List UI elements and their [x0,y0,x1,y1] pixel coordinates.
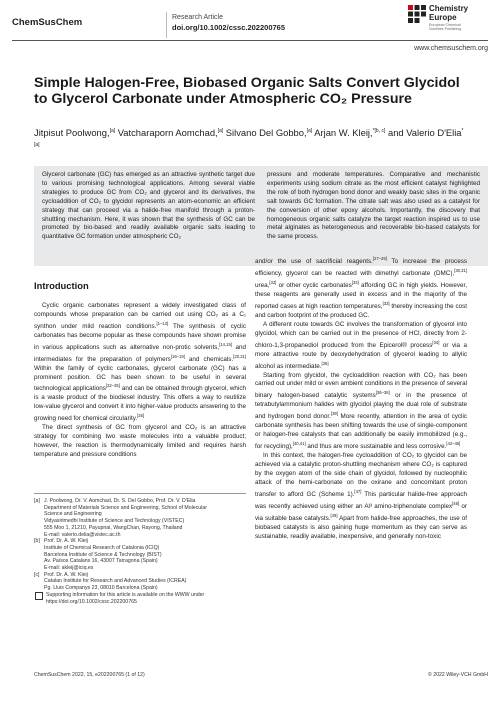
footer-copyright: © 2022 Wiley-VCH GmbH [427,672,488,678]
article-type: Research Article [172,14,223,21]
author-name[interactable]: Arjan W. Kleij, [312,127,373,139]
affiliation-key: [c] [34,571,40,578]
logo-subtext: European Chemical Societies Publishing [429,23,462,32]
body-right-paragraphs [255,255,467,542]
affiliation-line: Av. Països Catalans 16, 43007 Tarragona (Spain) [44,558,158,565]
author-name[interactable]: Jitpisut Poolwong, [34,127,110,139]
affiliation-line: Prof. Dr. A. W. Kleij [44,571,88,578]
chemistry-europe-logo[interactable] [408,3,490,35]
reference-marker[interactable]: [22–25] [105,383,120,389]
author-affiliation-marker: [a] [217,128,224,134]
reference-marker[interactable]: [20,21] [233,353,247,359]
author-name[interactable]: Vatcharaporn Aomchad, [115,127,218,139]
header-rule [12,40,488,41]
affiliation-key: [b] [34,538,40,545]
affiliation-line: Catalan Institute for Research and Advanced Studies (ICREA) [44,578,187,585]
affiliation-entry [34,538,246,572]
reference-marker[interactable]: [39] [330,411,338,417]
reference-marker[interactable]: [36–38] [375,390,390,396]
affiliation-line: Institute of Chemical Research of Catalonia (ICIQ) [44,544,160,551]
affiliation-line: Vidyasirimedhi Institute of Science and Technology (VISTEC) [44,518,185,525]
body-paragraph: A different route towards GC involves the transformation of glycerol into glycidol, which can be carried out in the presence of HCl, directly from 2-chloro-1,3-propanediol produced from the Epicerol® process[34] or via a more attractive route by deoxydehydration of glycerol leading to allylic alcohol as intermediate.[35] [255,320,467,370]
abstract-right-column: pressure and moderate temperatures. Comparative and mechanistic experiments using sodium citrate as the most efficient catalyst highlighted the role of both hydrogen bond donor and weakly basic sites in the organic salt towards GC formation. The citrate salt was also used as a catalyst for the conversion of other epoxy alcohols. Importantly, the discovery that homogeneous organic salts catalyze the target reaction inspired us to use metal alginates as heterogeneous and recoverable bio-based catalysts for the same process. [267,171,480,241]
body-left-column [34,278,246,460]
supporting-info-text[interactable]: Supporting information for this article is available on the WWW under https://doi.org/10.1002/cssc.202200765 [46,591,205,605]
affiliation-list [34,498,246,592]
affiliations-rule [34,493,246,494]
affiliation-lines [44,538,162,572]
reference-marker[interactable]: [42–46] [446,441,461,447]
supporting-info-icon [35,592,43,600]
affiliation-line: Department of Materials Science and Engineering, School of Molecular [44,504,207,511]
page-header [0,0,496,40]
footer-citation: ChemSusChem 2022, 15, e202200765 (1 of 12) [34,672,145,678]
reference-marker[interactable]: [33] [351,280,359,285]
author-affiliation-marker: *[a] [34,128,464,149]
reference-marker[interactable]: [33] [382,300,390,306]
reference-marker[interactable]: [48] [452,500,460,506]
affiliation-line: Prof. Dr. A. W. Kleij [44,538,88,545]
section-heading-introduction: Introduction [34,280,89,291]
header-divider [166,12,167,38]
abstract-box [34,166,488,266]
body-left-paragraphs [34,302,246,460]
body-paragraph: In this context, the halogen-free cycloaddition of CO₂ to glycidol can be achieved via a catalytic proton-shuttling mechanism where CO₂ is captured by the oxygen atom of the side chain of glycidol, followed by nucleophilic attack of the hemi-carbonate on the oxirane and concomitant proton transfer to afford GC (Scheme 1).[47] This particular halide-free approach was recently achieved using either an Al³ amino-triphenolate complex[48] or via suitable base catalysts.[49] Apart from halide-free approaches, the use of biobased catalysts is also gaining huge momentum as they can serve as sustainable, readily available, inexpensive, and generally non-toxic [255,452,467,540]
affiliation-line: Barcelona Institute of Science & Technology (BIST) [44,551,162,558]
affiliation-line: 555 Moo 1, 21210, Payupnai, WangChan, Rayong, Thailand [44,524,183,531]
author-name[interactable]: and Valerio D'Elia [385,127,462,139]
body-paragraph: Starting from glycidol, the cycloaddition reaction with CO₂ has been carried out under mild or even ambient conditions in the presence of several binary halogen-based catalytic systems[36–38] or in the presence of tetrabutylammonium halides with glycidol playing the dual role of substrate and hydrogen bond donor.[39] More recently, attention in the area of cyclic carbonate synthesis has been shifting towards the use of single-component or halogen-free catalysts that can additionally be easily immobilized (e.g., for recycling),[40,41] and thus are more sustainable and less corrosive.[42–46] [255,371,468,451]
affiliation-entry [34,498,246,538]
supporting-info [34,592,246,605]
reference-marker[interactable]: [49] [330,512,338,518]
reference-marker[interactable]: [26] [137,413,145,419]
affiliation-line: Science and Engineering [44,511,102,518]
journal-name[interactable]: ChemSusChem [12,17,83,28]
reference-marker[interactable]: [1–13] [156,320,169,326]
journal-website-link[interactable]: www.chemsuschem.org [414,45,488,52]
reference-marker[interactable]: [32] [269,280,277,285]
reference-marker[interactable]: [47] [354,488,362,494]
author-name[interactable]: Silvano Del Gobbo, [223,127,307,139]
affiliation-entry [34,572,246,592]
body-paragraph: Cyclic organic carbonates represent a widely investigated class of compounds whose preparation can be carried out using CO₂ as a C₁ synthon under mild reaction conditions.[1–13] The synthesis of cyclic carbonates has become popular as these compounds have shown promise in various applications such as alternative non-protic solvents,[14,15] and intermediates for the preparation of polymers[16–19] and chemicals.[20,21] Within the family of cyclic carbonates, glycerol carbonate (GC) has a prominent position. GC has been shown to be useful in several technological applications[22–25] and can be obtained through glycerol, which is a waste product of the biodiesel industry. This offers a way to reutilize low-value glycerol and convert it into higher-value products answering to the growing need for chemical circularity.[26] [34,301,247,423]
author-affiliation-marker: *[b, c] [372,128,386,134]
affiliation-line: J. Poolwong, Dr. V. Aomchad, Dr. S. Del Gobbo, Prof. Dr. V. D'Elia [44,498,196,504]
reference-marker[interactable]: [27–29] [372,256,387,261]
abstract-left-column: Glycerol carbonate (GC) has emerged as an attractive synthetic target due to various promising technological applications. Among several viable strategies to produce GC from CO₂ and glycerol and its derivatives, the cycloaddition of CO₂ to glycidol represents an atom-economic an efficient strategy that can proceed via a halide-free manifold through a proton-shuttling mechanism. Here, it was shown that the synthesis of GC can be promoted by bio-based and readily available organic salts leading to quantitative GC formation under atmospheric CO₂ [42,171,255,241]
email-link[interactable]: E-mail: akleij@iciq.es [44,565,94,572]
author-affiliation-marker: [a] [306,128,313,134]
affiliation-key: [a] [34,498,40,504]
affiliation-lines [44,572,186,592]
affiliation-line: Pg. Lluis Companys 23, 08010 Barcelona (Spain) [44,585,158,592]
reference-marker[interactable]: [30,31] [454,268,467,273]
reference-marker[interactable]: [16–19] [170,353,185,359]
body-paragraph: The direct synthesis of GC from glycerol and CO₂ is an attractive strategy for combining two waste molecules into a valuable product; however, the reaction is thermodynamically limited and requires harsh temperature and pressure conditions [34,424,246,458]
reference-marker[interactable]: [14,15] [219,341,232,347]
affiliation-lines [44,498,207,538]
author-affiliation-marker: [a] [109,128,116,134]
logo-text: Chemistry Europe [429,4,469,22]
article-title: Simple Halogen-Free, Biobased Organic Salts Convert Glycidol to Glycerol Carbonate under Atmospheric CO₂ Pressure [34,75,460,107]
author-list [34,125,464,153]
chemistry-europe-logo-icon [408,5,426,23]
affiliations [34,498,246,605]
reference-marker[interactable]: [34] [432,339,440,345]
reference-marker[interactable]: [40,41] [292,441,306,447]
body-paragraph: and/or the use of sacrificial reagents.[27–29] To increase the process efficiency, glycerol can be reacted with dimethyl carbonate (DMC),[30,31] urea,[32] or other cyclic carbonates[33] affording GC in high yields. However, these reagents are generally used in excess and in the majority of the reported cases at high reaction temperatures,[33] thereby increasing the cost and carbon footprint of the produced GC. [255,256,467,319]
doi-link[interactable]: doi.org/10.1002/cssc.202200765 [172,23,285,32]
reference-marker[interactable]: [35] [321,360,329,366]
email-link[interactable]: E-mail: valerio.delia@vistec.ac.th [44,531,121,538]
body-right-column [255,255,467,542]
